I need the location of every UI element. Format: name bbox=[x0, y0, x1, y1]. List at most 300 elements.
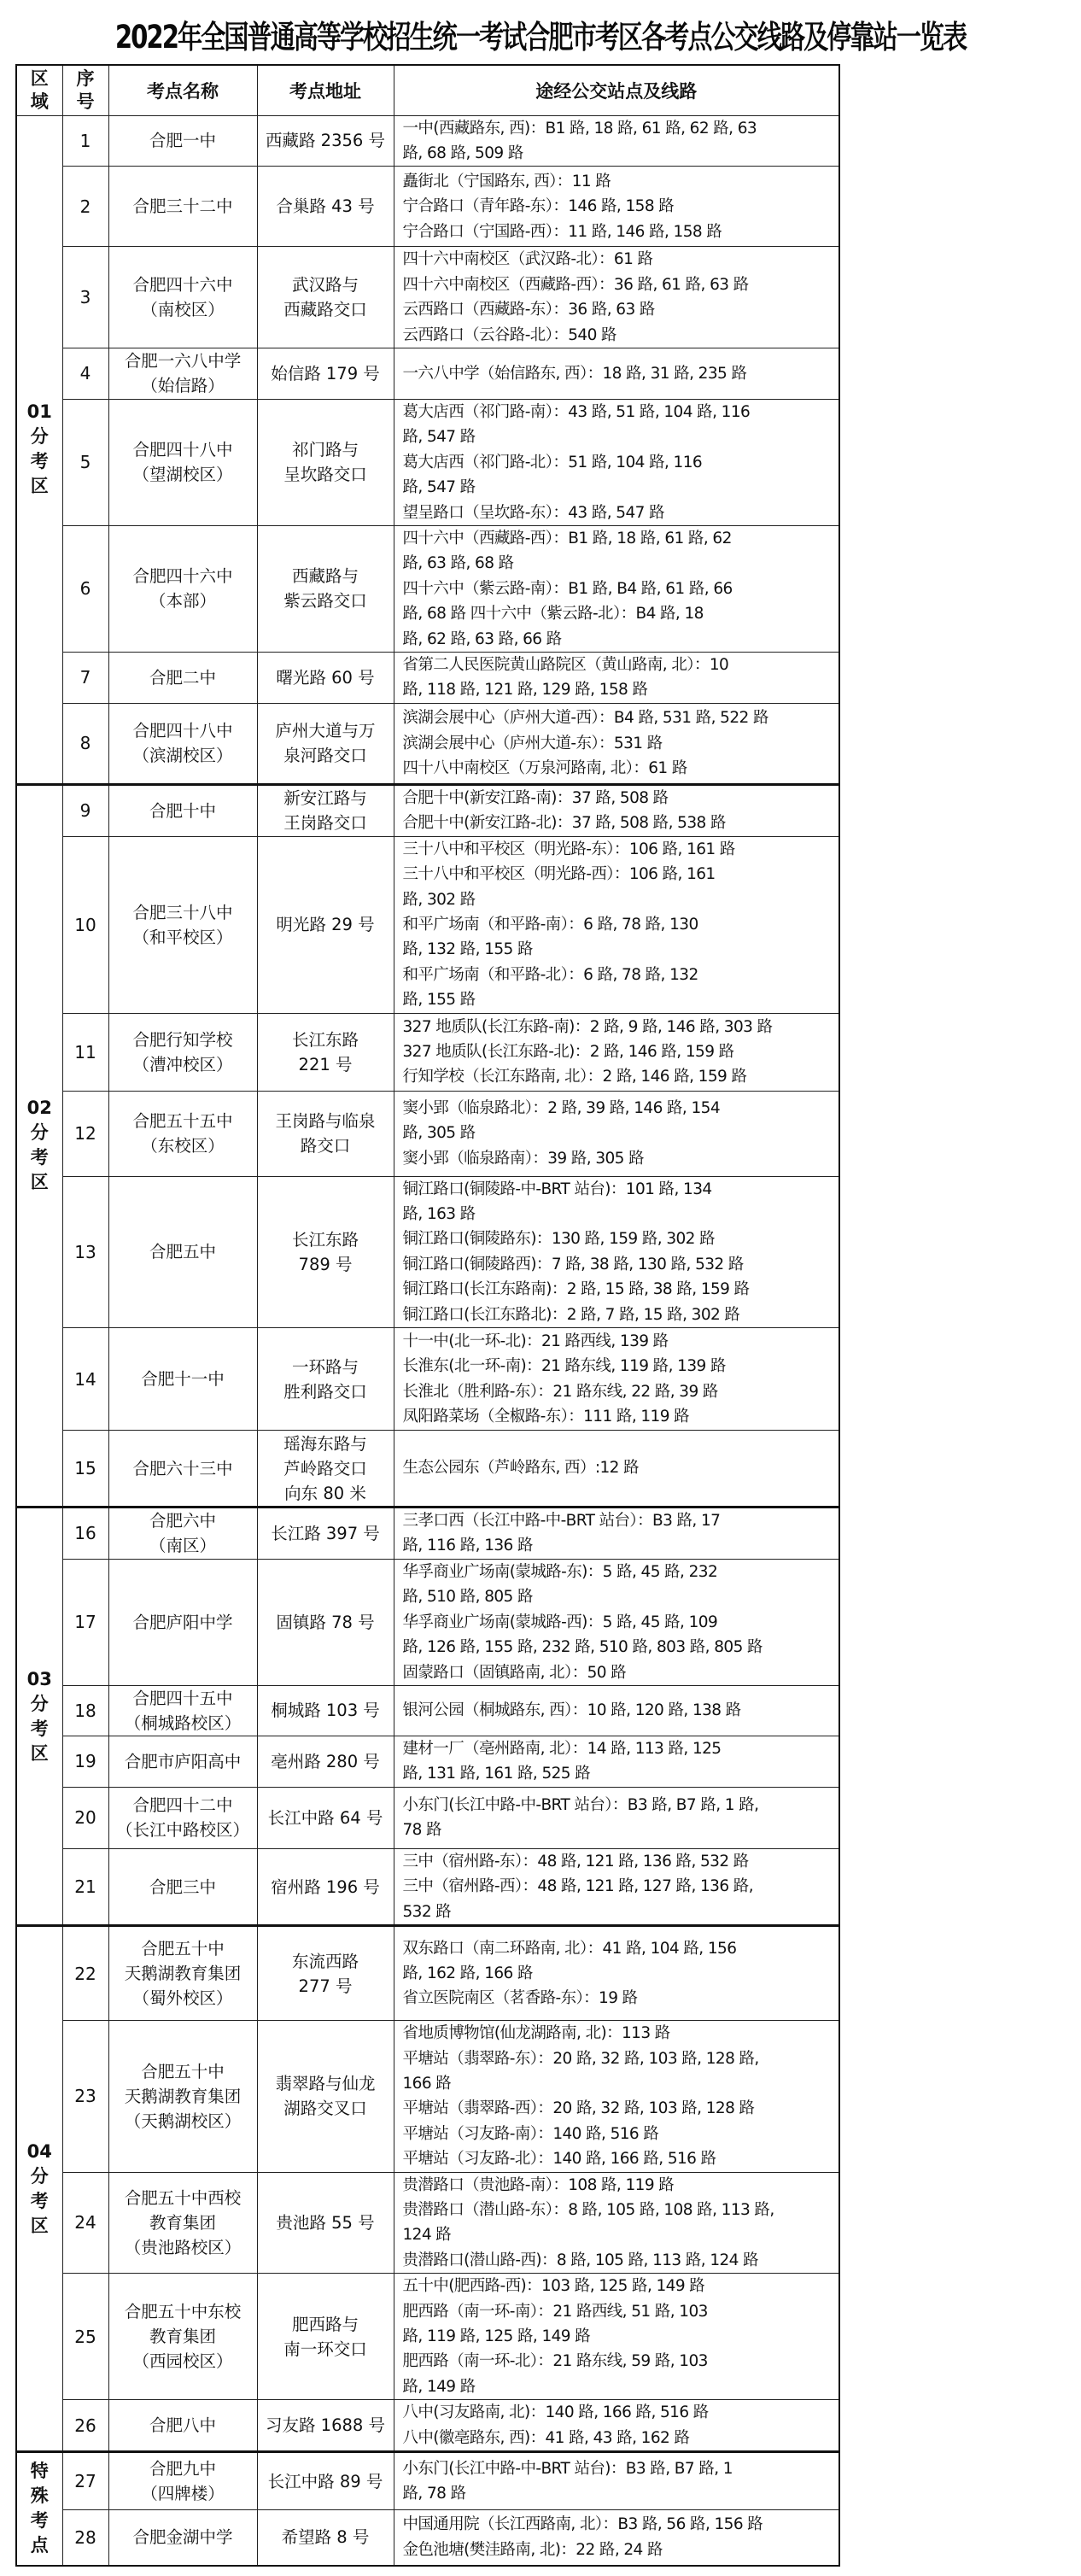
exam-site-name-line: 合肥九中 bbox=[149, 2459, 216, 2479]
bus-route-line: 行知学校（长江东路南, 北）：2 路, 146 路, 159 路 bbox=[402, 1068, 747, 1086]
exam-site-name bbox=[108, 2400, 257, 2452]
bus-route-line: 云西路口（西藏路-东）：36 路, 63 路 bbox=[402, 301, 655, 319]
exam-site-address bbox=[257, 2172, 394, 2274]
exam-site-address bbox=[257, 1176, 394, 1327]
exam-site-name-line: （漕冲校区） bbox=[132, 1054, 233, 1074]
bus-routes bbox=[394, 525, 839, 652]
exam-site-name-line: 合肥三十二中 bbox=[132, 196, 233, 217]
bus-route-line: 铜江路口(铜陵路东)：130 路, 159 路, 302 路 bbox=[402, 1230, 716, 1249]
header-no bbox=[62, 65, 108, 115]
bus-route-line: 四十六中南校区（武汉路-北）：61 路 bbox=[402, 250, 653, 269]
table-row bbox=[16, 2274, 839, 2400]
bus-routes bbox=[394, 1508, 839, 1560]
bus-route-line: 八中(徽亳路东, 西)：41 路, 43 路, 162 路 bbox=[402, 2428, 690, 2447]
table-body bbox=[16, 115, 839, 2566]
row-number: 27 bbox=[62, 2452, 108, 2510]
bus-route-line: 省立医院南区（茗香路-东）：19 路 bbox=[402, 1989, 638, 2008]
zone-label-char: 考 bbox=[30, 1147, 49, 1168]
exam-site-address bbox=[257, 1328, 394, 1431]
bus-route-line: 路, 132 路, 155 路 bbox=[402, 940, 533, 959]
zone-label-char: 殊 bbox=[30, 2485, 49, 2507]
exam-site-name-line: 合肥庐阳中学 bbox=[132, 1612, 233, 1632]
row-number: 7 bbox=[62, 653, 108, 704]
bus-routes bbox=[394, 1091, 839, 1176]
bus-route-line: 生态公园东（芦岭路东, 西）:12 路 bbox=[402, 1459, 640, 1478]
exam-site-name-line: 教育集团 bbox=[149, 2212, 216, 2233]
exam-site-name bbox=[108, 167, 257, 247]
exam-site-address-line: 向东 80 米 bbox=[284, 1483, 366, 1503]
bus-route-line: 124 路 bbox=[402, 2226, 452, 2245]
zone-label-char: 考 bbox=[30, 1718, 49, 1739]
row-number: 5 bbox=[62, 399, 108, 525]
exam-site-address-line: 呈坎路交口 bbox=[283, 465, 367, 485]
zone-label-char: 考 bbox=[30, 2510, 49, 2532]
bus-route-line: 路, 131 路, 161 路, 525 路 bbox=[402, 1765, 591, 1783]
bus-route-line: 合肥十中(新安江路-北)：37 路, 508 路, 538 路 bbox=[402, 814, 726, 833]
exam-site-address-line: 王岗路与临泉 bbox=[275, 1111, 376, 1132]
header-address: 考点地址 bbox=[257, 65, 394, 115]
bus-route-line: 路, 63 路, 68 路 bbox=[402, 554, 514, 573]
exam-site-name bbox=[108, 2452, 257, 2510]
table-row bbox=[16, 1787, 839, 1848]
zone-label-char: 02 bbox=[26, 1098, 52, 1119]
exam-site-name bbox=[108, 247, 257, 348]
exam-site-address bbox=[257, 399, 394, 525]
exam-site-address-line: 王岗路交口 bbox=[283, 813, 367, 834]
exam-site-name-line: 合肥八中 bbox=[149, 2415, 216, 2436]
exam-site-address bbox=[257, 247, 394, 348]
table-row bbox=[16, 784, 839, 836]
zone-label-char: 区 bbox=[30, 1742, 49, 1764]
exam-site-address bbox=[257, 1848, 394, 1925]
zone-label-char: 区 bbox=[30, 2215, 49, 2236]
exam-site-address-line: 武汉路与 bbox=[291, 275, 359, 296]
bus-route-line: 窦小郢（临泉路北）：2 路, 39 路, 146 路, 154 bbox=[402, 1099, 721, 1118]
bus-route-line: 路, 78 路 bbox=[402, 2485, 466, 2503]
exam-site-name-line: 天鹅湖教育集团 bbox=[124, 1964, 242, 1984]
exam-site-name-line: 合肥四十八中 bbox=[132, 721, 233, 741]
bus-route-line: 路, 155 路 bbox=[402, 991, 476, 1010]
exam-site-name bbox=[108, 703, 257, 784]
exam-site-address-line: 芦岭路交口 bbox=[283, 1458, 367, 1478]
bus-routes bbox=[394, 1926, 839, 2021]
exam-site-name bbox=[108, 2274, 257, 2400]
exam-site-address bbox=[257, 1559, 394, 1685]
zone-label-char: 考 bbox=[30, 451, 49, 472]
row-number: 3 bbox=[62, 247, 108, 348]
zone-cell bbox=[16, 784, 62, 1507]
bus-route-line: 中国通用院（长江西路南, 北）：B3 路, 56 路, 156 路 bbox=[402, 2515, 763, 2534]
exam-site-name bbox=[108, 1013, 257, 1091]
row-number: 19 bbox=[62, 1736, 108, 1787]
row-number: 18 bbox=[62, 1685, 108, 1736]
bus-route-line: 五十中(肥西路-西)：103 路, 125 路, 149 路 bbox=[402, 2277, 705, 2296]
exam-site-address-line: 新安江路与 bbox=[283, 788, 367, 809]
exam-site-address bbox=[257, 525, 394, 652]
bus-route-line: 贵潜路口（贵池路-南）：108 路, 119 路 bbox=[402, 2175, 675, 2194]
row-number: 21 bbox=[62, 1848, 108, 1925]
table-row bbox=[16, 1176, 839, 1327]
bus-route-line: 金色池塘(樊洼路南, 北)：22 路, 24 路 bbox=[402, 2540, 663, 2559]
header-bus: 途经公交站点及线路 bbox=[394, 65, 839, 115]
bus-route-line: 滨湖会展中心（庐州大道-东）：531 路 bbox=[402, 734, 663, 752]
exam-site-address bbox=[257, 703, 394, 784]
exam-site-address-line: 221 号 bbox=[298, 1054, 353, 1074]
bus-routes bbox=[394, 784, 839, 836]
bus-route-line: 327 地质队(长江东路-北)：2 路, 146 路, 159 路 bbox=[402, 1042, 734, 1061]
table-row bbox=[16, 525, 839, 652]
exam-site-address-line: 西藏路与 bbox=[291, 566, 359, 587]
row-number: 8 bbox=[62, 703, 108, 784]
table-row bbox=[16, 167, 839, 247]
row-number: 2 bbox=[62, 167, 108, 247]
exam-site-address-line: 桐城路 103 号 bbox=[271, 1701, 380, 1721]
bus-route-line: 三十八中和平校区（明光路-东）：106 路, 161 路 bbox=[402, 840, 735, 858]
bus-route-line: 路, 116 路, 136 路 bbox=[402, 1537, 533, 1555]
bus-route-line: 小东门(长江中路-中-BRT 站台）：B3 路, B7 路, 1 路, bbox=[402, 1796, 759, 1814]
bus-route-line: 矗街北（宁国路东, 西）：11 路 bbox=[402, 172, 611, 190]
bus-routes bbox=[394, 653, 839, 704]
exam-site-address-line: 习友路 1688 号 bbox=[265, 2415, 386, 2436]
bus-route-line: 四十六中南校区（西藏路-西）：36 路, 61 路, 63 路 bbox=[402, 275, 749, 294]
exam-site-name-line: 合肥四十八中 bbox=[132, 440, 233, 460]
bus-route-line: 四十六中（紫云路-南）：B1 路, B4 路, 61 路, 66 bbox=[402, 579, 733, 598]
zone-label-char: 区 bbox=[30, 1172, 49, 1193]
exam-site-address bbox=[257, 1013, 394, 1091]
row-number: 13 bbox=[62, 1176, 108, 1327]
row-number: 25 bbox=[62, 2274, 108, 2400]
exam-site-name-line: 合肥五十中 bbox=[141, 1939, 225, 1959]
bus-route-line: 三孝口西（长江中路-中-BRT 站台）：B3 路, 17 bbox=[402, 1512, 721, 1531]
bus-route-line: 一中(西藏路东, 西)：B1 路, 18 路, 61 路, 62 路, 63 bbox=[402, 119, 757, 138]
exam-site-address bbox=[257, 784, 394, 836]
exam-site-name bbox=[108, 836, 257, 1013]
row-number: 26 bbox=[62, 2400, 108, 2452]
exam-site-name-line: （始信路） bbox=[141, 376, 225, 396]
row-number: 12 bbox=[62, 1091, 108, 1176]
bus-routes bbox=[394, 1431, 839, 1508]
bus-route-line: 平塘站（习友路-南）：140 路, 516 路 bbox=[402, 2124, 659, 2143]
bus-routes bbox=[394, 1559, 839, 1685]
table-row bbox=[16, 1431, 839, 1508]
exam-site-name bbox=[108, 115, 257, 167]
row-number: 17 bbox=[62, 1559, 108, 1685]
table-header-row bbox=[16, 65, 839, 115]
row-number: 11 bbox=[62, 1013, 108, 1091]
header-no-char: 号 bbox=[76, 91, 95, 112]
bus-route-line: 铜江路口(长江东路北)：2 路, 7 路, 15 路, 302 路 bbox=[402, 1305, 740, 1324]
bus-routes bbox=[394, 2400, 839, 2452]
bus-route-line: 平塘站（翡翠路-西）：20 路, 32 路, 103 路, 128 路 bbox=[402, 2099, 755, 2118]
exam-site-name bbox=[108, 653, 257, 704]
exam-site-name-line: 合肥四十六中 bbox=[132, 275, 233, 296]
exam-site-name-line: 合肥五十中东校 bbox=[124, 2302, 242, 2322]
header-no-char: 序 bbox=[76, 67, 95, 89]
bus-routes bbox=[394, 2510, 839, 2566]
exam-site-name bbox=[108, 1328, 257, 1431]
exam-site-address-line: 合巢路 43 号 bbox=[276, 196, 375, 217]
exam-site-name-line: 合肥三中 bbox=[149, 1876, 216, 1897]
exam-site-name bbox=[108, 399, 257, 525]
zone-label-char: 01 bbox=[26, 401, 52, 423]
exam-site-name-line: 合肥一中 bbox=[149, 131, 216, 151]
exam-site-name-line: （天鹅湖校区） bbox=[124, 2111, 242, 2131]
bus-route-line: 肥西路（南一环-南）：21 路西线, 51 路, 103 bbox=[402, 2302, 708, 2321]
exam-site-name bbox=[108, 2021, 257, 2172]
exam-site-name-line: （和平校区） bbox=[132, 927, 233, 947]
exam-site-address-line: 东流西路 bbox=[291, 1951, 359, 1971]
exam-site-name-line: （南区） bbox=[149, 1536, 216, 1556]
exam-site-name bbox=[108, 348, 257, 399]
exam-site-address bbox=[257, 1091, 394, 1176]
exam-site-address bbox=[257, 1736, 394, 1787]
exam-site-address-line: 始信路 179 号 bbox=[271, 363, 380, 383]
bus-route-line: 和平广场南（和平路-南）：6 路, 78 路, 130 bbox=[402, 915, 698, 934]
bus-route-line: 银河公园（桐城路东, 西）：10 路, 120 路, 138 路 bbox=[402, 1701, 741, 1720]
bus-route-line: 327 地质队(长江东路-南)：2 路, 9 路, 146 路, 303 路 bbox=[402, 1017, 773, 1036]
exam-site-address-line: 贵池路 55 号 bbox=[276, 2212, 375, 2233]
exam-site-address bbox=[257, 653, 394, 704]
exam-site-address-line: 一环路与 bbox=[291, 1356, 359, 1377]
exam-site-address bbox=[257, 836, 394, 1013]
exam-site-name-line: （本部） bbox=[149, 591, 216, 612]
exam-site-address-line: 祁门路与 bbox=[291, 440, 359, 460]
exam-site-name-line: 合肥行知学校 bbox=[132, 1029, 233, 1050]
bus-route-line: 路, 547 路 bbox=[402, 428, 476, 447]
bus-route-line: 八中(习友路南, 北)：140 路, 166 路, 516 路 bbox=[402, 2403, 709, 2422]
exam-site-name bbox=[108, 784, 257, 836]
bus-route-line: 窦小郢（临泉路南）：39 路, 305 路 bbox=[402, 1149, 645, 1168]
bus-route-line: 小东门(长江中路-中-BRT 站台)：B3 路, B7 路, 1 bbox=[402, 2459, 733, 2478]
header-zone-char: 区 bbox=[30, 67, 49, 89]
bus-routes bbox=[394, 1787, 839, 1848]
zone-label-char: 特 bbox=[30, 2461, 49, 2482]
bus-routes bbox=[394, 1685, 839, 1736]
exam-site-name-line: 合肥五中 bbox=[149, 1242, 216, 1262]
exam-site-address bbox=[257, 2452, 394, 2510]
exam-site-address bbox=[257, 1508, 394, 1560]
bus-route-line: 路, 126 路, 155 路, 232 路, 510 路, 803 路, 805 路 bbox=[402, 1638, 763, 1657]
bus-route-line: 贵潜路口（潜山路-东）：8 路, 105 路, 108 路, 113 路, bbox=[402, 2200, 774, 2219]
exam-site-address-line: 瑶海东路与 bbox=[283, 1433, 367, 1454]
bus-routes bbox=[394, 2172, 839, 2274]
bus-route-line: 平塘站（翡翠路-东）：20 路, 32 路, 103 路, 128 路, bbox=[402, 2049, 759, 2068]
bus-routes bbox=[394, 115, 839, 167]
table-row bbox=[16, 2452, 839, 2510]
table-row bbox=[16, 703, 839, 784]
exam-site-address-line: 庐州大道与万 bbox=[275, 721, 376, 741]
exam-site-name-line: （南校区） bbox=[141, 300, 225, 320]
bus-route-line: 路, 119 路, 125 路, 149 路 bbox=[402, 2327, 591, 2345]
bus-routes bbox=[394, 167, 839, 247]
row-number: 22 bbox=[62, 1926, 108, 2021]
exam-site-address-line: 长江中路 64 号 bbox=[267, 1807, 383, 1828]
bus-route-line: 固蒙路口（固镇路南, 北）：50 路 bbox=[402, 1663, 627, 1682]
bus-route-line: 路, 302 路 bbox=[402, 890, 476, 909]
zone-cell bbox=[16, 115, 62, 784]
exam-site-address bbox=[257, 1787, 394, 1848]
row-number: 14 bbox=[62, 1328, 108, 1431]
bus-route-line: 双东路口（南二环路南, 北）：41 路, 104 路, 156 bbox=[402, 1939, 737, 1958]
exam-site-name-line: 合肥金湖中学 bbox=[132, 2527, 233, 2548]
zone-cell bbox=[16, 1508, 62, 1926]
exam-site-address bbox=[257, 2400, 394, 2452]
zone-label-char: 03 bbox=[26, 1668, 52, 1689]
exam-site-name-line: （滨湖校区） bbox=[132, 746, 233, 766]
exam-site-name-line: （贵池路校区） bbox=[124, 2237, 242, 2257]
exam-site-address-line: 长江东路 bbox=[291, 1229, 359, 1250]
exam-site-name-line: 合肥五十五中 bbox=[132, 1111, 233, 1132]
bus-route-line: 铜江路口(长江东路南)：2 路, 15 路, 38 路, 159 路 bbox=[402, 1280, 750, 1299]
bus-routes bbox=[394, 1176, 839, 1327]
bus-route-line: 铜江路口(铜陵路-中-BRT 站台)：101 路, 134 bbox=[402, 1180, 712, 1198]
exam-site-address-line: 277 号 bbox=[298, 1976, 353, 1996]
bus-route-table bbox=[15, 64, 840, 2567]
exam-site-address-line: 明光路 29 号 bbox=[276, 915, 375, 935]
zone-label-char: 考 bbox=[30, 2190, 49, 2211]
zone-label-char: 点 bbox=[30, 2535, 49, 2556]
exam-site-address-line: 肥西路与 bbox=[291, 2314, 359, 2334]
exam-site-name bbox=[108, 1431, 257, 1508]
bus-route-line: 路, 163 路 bbox=[402, 1205, 476, 1224]
exam-site-address-line: 固镇路 78 号 bbox=[276, 1612, 375, 1632]
exam-site-name-line: 合肥四十五中 bbox=[132, 1688, 233, 1708]
bus-route-line: 路, 149 路 bbox=[402, 2377, 476, 2396]
bus-route-line: 一六八中学（始信路东, 西）：18 路, 31 路, 235 路 bbox=[402, 364, 747, 383]
row-number: 4 bbox=[62, 348, 108, 399]
exam-site-name-line: 合肥五十中西校 bbox=[124, 2187, 242, 2208]
table-row bbox=[16, 2510, 839, 2566]
table-row bbox=[16, 399, 839, 525]
exam-site-name-line: 合肥一六八中学 bbox=[124, 351, 242, 372]
exam-site-address-line: 亳州路 280 号 bbox=[271, 1751, 380, 1771]
row-number: 28 bbox=[62, 2510, 108, 2566]
bus-route-line: 路, 162 路, 166 路 bbox=[402, 1964, 533, 1982]
exam-site-name-line: （望湖校区） bbox=[132, 465, 233, 485]
bus-route-line: 78 路 bbox=[402, 1821, 442, 1840]
exam-site-address-line: 曙光路 60 号 bbox=[276, 667, 375, 688]
exam-site-address bbox=[257, 1431, 394, 1508]
bus-route-line: 路, 547 路 bbox=[402, 478, 476, 497]
exam-site-name bbox=[108, 1176, 257, 1327]
bus-route-line: 滨湖会展中心（庐州大道-西）：B4 路, 531 路, 522 路 bbox=[402, 709, 768, 728]
bus-route-line: 平塘站（习友路-北）：140 路, 166 路, 516 路 bbox=[402, 2150, 716, 2169]
row-number: 15 bbox=[62, 1431, 108, 1508]
header-zone-char: 域 bbox=[30, 91, 49, 112]
exam-site-name-line: 合肥三十八中 bbox=[132, 902, 233, 922]
table-row bbox=[16, 247, 839, 348]
exam-site-name-line: （长江中路校区） bbox=[115, 1820, 249, 1841]
table-row bbox=[16, 1848, 839, 1925]
bus-routes bbox=[394, 2021, 839, 2172]
bus-route-line: 宁合路口（宁国路-西）：11 路, 146 路, 158 路 bbox=[402, 222, 722, 241]
exam-site-name bbox=[108, 2510, 257, 2566]
zone-label-char: 分 bbox=[30, 1122, 49, 1144]
exam-site-address-line: 湖路交叉口 bbox=[283, 2099, 367, 2119]
bus-routes bbox=[394, 1736, 839, 1787]
page-title-text: 2022年全国普通高等学校招生统一考试合肥市考区各考点公交线路及停靠站一览表 bbox=[114, 19, 967, 56]
bus-routes bbox=[394, 2452, 839, 2510]
bus-routes bbox=[394, 2274, 839, 2400]
exam-site-name-line: 合肥市庐阳高中 bbox=[124, 1751, 242, 1771]
exam-site-address-line: 长江东路 bbox=[291, 1029, 359, 1050]
bus-route-line: 三中（宿州路-西）：48 路, 121 路, 127 路, 136 路, bbox=[402, 1877, 753, 1896]
table-row bbox=[16, 348, 839, 399]
bus-route-line: 532 路 bbox=[402, 1902, 452, 1921]
bus-route-line: 省地质博物馆(仙龙湖路南, 北)：113 路 bbox=[402, 2024, 670, 2043]
header-zone bbox=[16, 65, 62, 115]
header-name: 考点名称 bbox=[108, 65, 257, 115]
bus-route-line: 十一中(北一环-北)：21 路西线, 139 路 bbox=[402, 1332, 669, 1350]
table-row bbox=[16, 2400, 839, 2452]
bus-routes bbox=[394, 399, 839, 525]
bus-route-line: 铜江路口(铜陵路西)：7 路, 38 路, 130 路, 532 路 bbox=[402, 1255, 744, 1273]
exam-site-name-line: 合肥四十二中 bbox=[132, 1795, 233, 1816]
bus-route-line: 肥西路（南一环-北）：21 路东线, 59 路, 103 bbox=[402, 2352, 708, 2371]
exam-site-name-line: 合肥四十六中 bbox=[132, 566, 233, 587]
exam-site-name-line: （西园校区） bbox=[132, 2351, 233, 2372]
exam-site-address-line: 翡翠路与仙龙 bbox=[275, 2074, 376, 2094]
zone-label-char: 分 bbox=[30, 1693, 49, 1714]
bus-route-line: 华孚商业广场南(蒙城路-西)：5 路, 45 路, 109 bbox=[402, 1613, 718, 1631]
exam-site-name bbox=[108, 1508, 257, 1560]
exam-site-address-line: 路交口 bbox=[300, 1136, 351, 1156]
exam-site-name bbox=[108, 1736, 257, 1787]
exam-site-name bbox=[108, 1685, 257, 1736]
table-row bbox=[16, 1736, 839, 1787]
bus-route-line: 宁合路口（青年路-东）：146 路, 158 路 bbox=[402, 197, 675, 216]
row-number: 20 bbox=[62, 1787, 108, 1848]
exam-site-name bbox=[108, 1787, 257, 1848]
table-row bbox=[16, 1091, 839, 1176]
bus-routes bbox=[394, 1848, 839, 1925]
bus-route-line: 华孚商业广场南(蒙城路-东)：5 路, 45 路, 232 bbox=[402, 1562, 718, 1581]
zone-cell bbox=[16, 1926, 62, 2452]
exam-site-address bbox=[257, 1685, 394, 1736]
zone-label-char: 分 bbox=[30, 426, 49, 448]
bus-route-line: 三十八中和平校区（明光路-西）：106 路, 161 bbox=[402, 865, 716, 884]
bus-route-line: 合肥十中(新安江路-南)：37 路, 508 路 bbox=[402, 788, 669, 807]
table-row bbox=[16, 1328, 839, 1431]
exam-site-address-line: 长江路 397 号 bbox=[271, 1523, 380, 1543]
exam-site-address bbox=[257, 1926, 394, 2021]
exam-site-name-line: 天鹅湖教育集团 bbox=[124, 2086, 242, 2106]
zone-label-char: 区 bbox=[30, 476, 49, 497]
table-row bbox=[16, 1013, 839, 1091]
table-row bbox=[16, 653, 839, 704]
exam-site-address bbox=[257, 167, 394, 247]
row-number: 1 bbox=[62, 115, 108, 167]
bus-routes bbox=[394, 1013, 839, 1091]
bus-route-line: 路, 510 路, 805 路 bbox=[402, 1588, 533, 1607]
bus-routes bbox=[394, 836, 839, 1013]
bus-route-line: 路, 68 路, 509 路 bbox=[402, 143, 523, 162]
zone-label-char: 04 bbox=[26, 2140, 52, 2162]
row-number: 16 bbox=[62, 1508, 108, 1560]
zone-label-char: 分 bbox=[30, 2165, 49, 2187]
exam-site-name-line: 合肥五十中 bbox=[141, 2061, 225, 2081]
exam-site-name bbox=[108, 2172, 257, 2274]
exam-site-name bbox=[108, 525, 257, 652]
exam-site-address-line: 789 号 bbox=[298, 1254, 353, 1274]
bus-route-line: 长淮东(北一环-南)：21 路东线, 119 路, 139 路 bbox=[402, 1357, 726, 1376]
zone-cell bbox=[16, 2452, 62, 2566]
exam-site-name-line: 合肥六十三中 bbox=[132, 1458, 233, 1478]
exam-site-address-line: 南一环交口 bbox=[283, 2339, 367, 2359]
bus-route-line: 贵潜路口(潜山路-西)：8 路, 105 路, 113 路, 124 路 bbox=[402, 2251, 759, 2269]
exam-site-name-line: （东校区） bbox=[141, 1136, 225, 1156]
bus-route-line: 路, 118 路, 121 路, 129 路, 158 路 bbox=[402, 681, 648, 700]
